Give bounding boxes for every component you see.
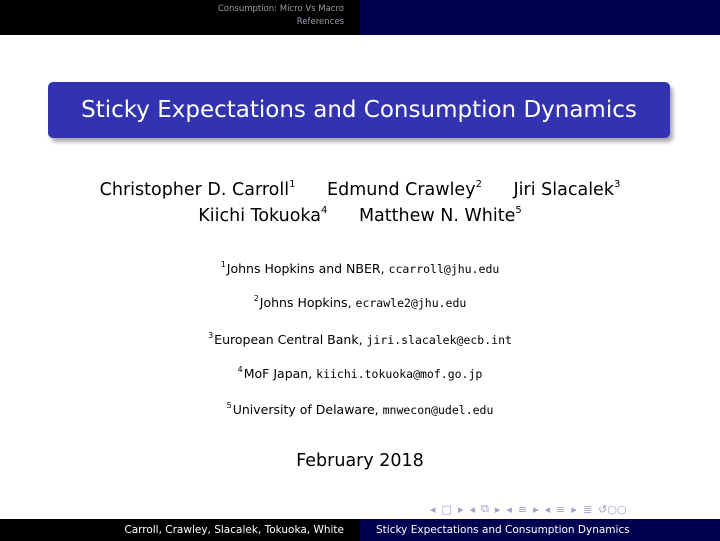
nav-subsection-icon[interactable]: ⧉ [481, 502, 489, 515]
presentation-date: February 2018 [296, 451, 424, 471]
affiliation [0, 402, 720, 417]
author [100, 180, 296, 200]
author-mark: 2 [475, 179, 482, 190]
email-link[interactable]: jiri.slacalek@ecb.int [366, 333, 512, 347]
email-link[interactable]: mnwecon@udel.edu [382, 403, 494, 417]
author [198, 206, 327, 226]
affiliation-text: European Central Bank, [214, 332, 367, 347]
author-name: Jiri Slacalek [513, 180, 614, 200]
affiliation-text: MoF Japan, [243, 366, 317, 381]
footer-authors: Carroll, Crawley, Slacalek, Tokuoka, White [0, 519, 360, 541]
affiliation [0, 332, 720, 347]
author-name: Kiichi Tokuoka [198, 206, 321, 226]
email-link[interactable]: ccarroll@jhu.edu [388, 262, 500, 276]
author-mark: 3 [613, 179, 621, 190]
nav-section-icon[interactable]: ≡ [517, 502, 528, 516]
nav-next-doc-icon[interactable]: ▸ [571, 502, 577, 516]
affiliation [0, 366, 720, 381]
affiliation-text: Johns Hopkins and NBER, [226, 261, 389, 276]
title-box [48, 82, 670, 138]
author [359, 206, 522, 226]
nav-next-frame-icon[interactable]: ▸ [457, 502, 464, 516]
author-name: Christopher D. Carroll [99, 180, 290, 200]
footer-title: Sticky Expectations and Consumption Dynamics [360, 519, 720, 541]
authors-line-1 [0, 180, 720, 200]
nav-prev-section-icon[interactable]: ◂ [506, 502, 512, 516]
nav-frame-icon[interactable]: □ [441, 502, 452, 516]
affiliation-mark: 5 [226, 401, 232, 410]
authors-line-2 [0, 206, 720, 226]
author-name: Matthew N. White [358, 206, 516, 226]
affiliation-mark: 1 [220, 260, 226, 269]
beamer-navigation [430, 501, 710, 517]
author-mark: 1 [289, 179, 296, 190]
nav-appendix-icon[interactable]: ≣ [582, 502, 593, 516]
section-link[interactable]: Consumption: Micro Vs Macro [217, 4, 344, 14]
author-mark: 4 [321, 205, 328, 216]
author [514, 180, 621, 200]
footer-bar [0, 519, 720, 541]
subsection-link[interactable]: References [296, 17, 344, 27]
nav-next-section-icon[interactable]: ▸ [533, 502, 539, 516]
nav-next-subsection-icon[interactable]: ▸ [494, 502, 501, 516]
header-nav-left [0, 0, 360, 35]
slide-title: Sticky Expectations and Consumption Dynamics [81, 97, 637, 123]
affiliation-text: University of Delaware, [232, 402, 383, 417]
nav-doc-icon[interactable]: ≡ [556, 502, 566, 516]
author [327, 180, 482, 200]
header-bar [0, 0, 720, 35]
nav-prev-doc-icon[interactable]: ◂ [544, 502, 551, 516]
affiliation-mark: 2 [253, 294, 259, 303]
author-mark: 5 [515, 205, 522, 216]
affiliation-mark: 3 [208, 331, 214, 340]
nav-prev-frame-icon[interactable]: ◂ [430, 502, 436, 516]
nav-prev-subsection-icon[interactable]: ◂ [469, 502, 475, 516]
email-link[interactable]: kiichi.tokuoka@mof.go.jp [316, 367, 483, 381]
affiliation [0, 261, 720, 276]
affiliation [0, 295, 720, 310]
email-link[interactable]: ecrawle2@jhu.edu [355, 296, 467, 310]
affiliation-mark: 4 [237, 365, 243, 374]
header-nav-right [360, 0, 720, 35]
author-name: Edmund Crawley [327, 180, 476, 200]
nav-search-icon[interactable]: ↺○○ [598, 502, 627, 516]
affiliation-text: Johns Hopkins, [259, 295, 356, 310]
